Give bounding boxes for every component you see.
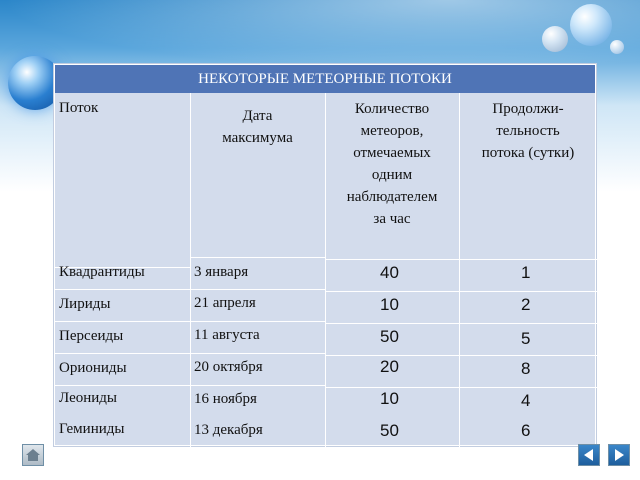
row-count: 50 bbox=[380, 327, 399, 346]
row-date: 21 апреля bbox=[194, 295, 256, 311]
header-duration: Продолжи- тельность потока (сутки) bbox=[481, 101, 575, 161]
arrow-right-icon bbox=[609, 445, 629, 465]
row-date: 16 ноября bbox=[194, 391, 257, 407]
row-duration: 8 bbox=[521, 359, 531, 378]
row-duration: 5 bbox=[521, 329, 531, 348]
row-name: Ориониды bbox=[59, 360, 127, 376]
sphere-decoration-small bbox=[542, 26, 568, 52]
row-divider bbox=[325, 323, 597, 324]
row-divider bbox=[325, 259, 597, 260]
header-stream: Поток bbox=[59, 100, 99, 116]
row-name: Геминиды bbox=[59, 421, 125, 437]
row-duration: 2 bbox=[521, 295, 531, 314]
row-duration: 4 bbox=[521, 391, 531, 410]
header-count: Количество метеоров, отмечаемых одним наблюдателем за час bbox=[346, 101, 438, 227]
sphere-decoration-large bbox=[570, 4, 612, 46]
row-count: 40 bbox=[380, 263, 399, 282]
row-duration: 6 bbox=[521, 421, 531, 440]
next-slide-button[interactable] bbox=[608, 444, 630, 466]
row-date: 11 августа bbox=[194, 327, 260, 343]
header-max-date: Дата максимума bbox=[222, 108, 293, 146]
row-name: Персеиды bbox=[59, 328, 124, 344]
row-divider bbox=[55, 385, 325, 386]
row-count: 20 bbox=[380, 357, 399, 376]
row-divider bbox=[325, 387, 597, 388]
row-count: 10 bbox=[380, 295, 399, 314]
row-divider bbox=[55, 353, 325, 354]
previous-slide-button[interactable] bbox=[578, 444, 600, 466]
row-date: 20 октября bbox=[194, 359, 263, 375]
row-divider bbox=[55, 289, 325, 290]
table-title: НЕКОТОРЫЕ МЕТЕОРНЫЕ ПОТОКИ bbox=[55, 65, 595, 93]
row-divider bbox=[325, 355, 597, 356]
row-divider bbox=[325, 291, 597, 292]
row-date: 3 января bbox=[194, 264, 249, 280]
row-count: 50 bbox=[380, 421, 399, 440]
sphere-decoration-tiny bbox=[610, 40, 624, 54]
row-divider bbox=[55, 321, 325, 322]
home-button[interactable] bbox=[22, 444, 44, 466]
row-divider bbox=[190, 257, 325, 258]
row-name: Лириды bbox=[59, 296, 111, 312]
home-icon bbox=[23, 445, 43, 465]
row-count: 10 bbox=[380, 389, 399, 408]
arrow-left-icon bbox=[579, 445, 599, 465]
row-name: Квадрантиды bbox=[59, 264, 145, 280]
meteor-showers-table bbox=[54, 64, 596, 446]
row-name: Леониды bbox=[59, 390, 117, 406]
row-duration: 1 bbox=[521, 263, 531, 282]
row-date: 13 декабря bbox=[194, 422, 263, 438]
